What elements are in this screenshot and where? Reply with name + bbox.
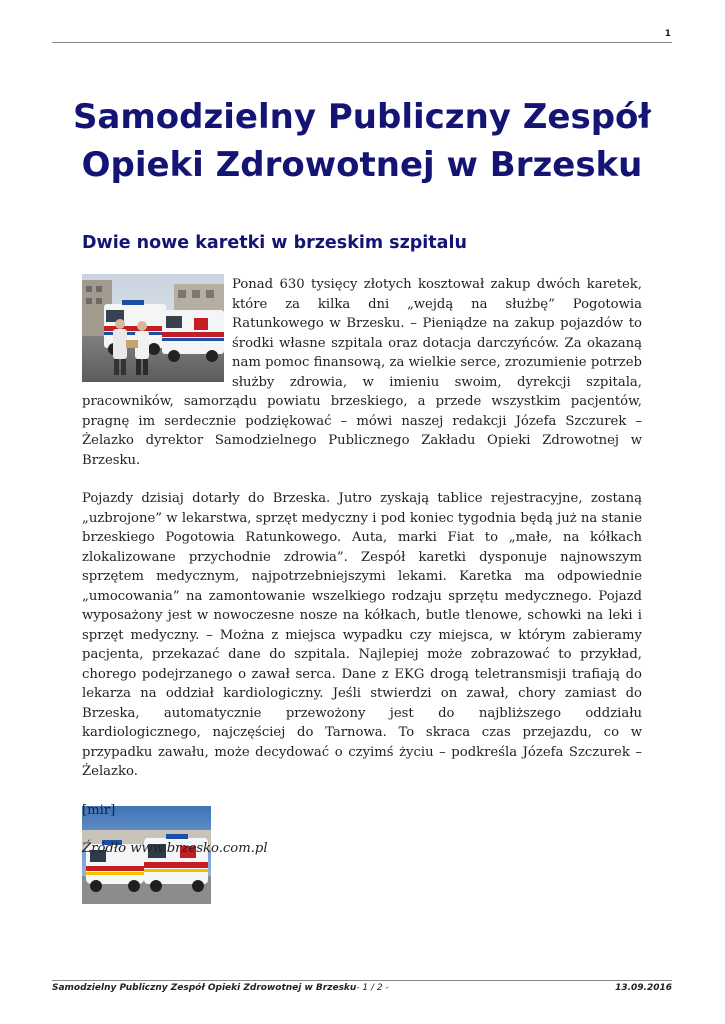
article-headline: Dwie nowe karetki w brzeskim szpitalu — [82, 233, 467, 253]
article-paragraph-2: Pojazdy dzisiaj dotarły do Brzeska. Jutro zyskają tablice rejestracyjne, zostaną „uzbrojone” w lekarstwa, sprzęt medyczny i pod koniec tygodnia będą już na stanie brzeskiego Pogotowia Ratunkowego. Auta, marki Fiat to „małe, na kółkach zlokalizowane przychodnie zdrowia”. Zespół karetki dysponuje najnowszym sprzętem medycznym, najpotrzebniejszymi lekami. Karetka ma odpowiednie „umocowania” na zamontowanie wszelkiego rodzaju sprzętu medycznego. Pojazd wyposażony jest w nowoczesne nosze na kółkach, butle tlenowe, schowki na leki i sprzęt medyczny. – Można z miejsca wypadku czy miejsca, w którym zabieramy pacjenta, przekazać dane do szpitala. Najlepiej może zobrazować to przykład, chorego podejrzanego o zawał serca. Dane z EKG drogą teletransmisji trafiają do lekarza na oddział kardiologiczny. Jeśli stwierdzi on zawał, chory zamiast do Brzeska, automatycznie przewożony jest do najbliższego oddziału kardiologicznego, najczęściej do Tarnowa. To skraca czas przejazdu, co w przypadku zawału, może decydować o czyimś życiu – podkreśla Józefa Szczurek – Żelazko. — [82, 491, 642, 779]
footer-date: 13.09.2016 — [615, 983, 672, 993]
page-title: Samodzielny Publiczny Zespół Opieki Zdrowotnej w Brzesku — [72, 97, 652, 185]
page-number: 1 — [664, 29, 671, 39]
footer-page-count: - 1 / 2 - — [356, 983, 389, 993]
header-divider — [52, 42, 672, 43]
footer-title: Samodzielny Publiczny Zespół Opieki Zdrowotnej w Brzesku — [52, 983, 357, 993]
source-note: Źródło www.brzesko.com.pl — [82, 841, 268, 856]
page-footer — [52, 983, 672, 997]
article-body — [82, 275, 642, 878]
footer-divider — [52, 980, 672, 981]
image-wrap-spacer — [82, 275, 232, 392]
article-paragraph-1: Ponad 630 tysięcy złotych kosztował zakup dwóch karetek, które za kilka dni „wejdą na służbę” Pogotowia Ratunkowego w Brzesku. – Pieniądze na zakup pojazdów to środki własne szpitala oraz dotacja darczyńców. Za okazaną nam pomoc finansową, za wielkie serce, zrozumienie potrzeb służby zdrowia, w imieniu swoim, dyrekcji szpitala, pracowników, samorządu powiatu brzeskiego, a przede wszystkim pacjentów, pragnę im serdecznie podziękować – mówi naszej redakcji Józefa Szczurek – Żelazko dyrektor Samodzielnego Publicznego Zakładu Opieki Zdrowotnej w Brzesku. — [82, 277, 642, 468]
author-signature: [mir] — [82, 802, 116, 818]
